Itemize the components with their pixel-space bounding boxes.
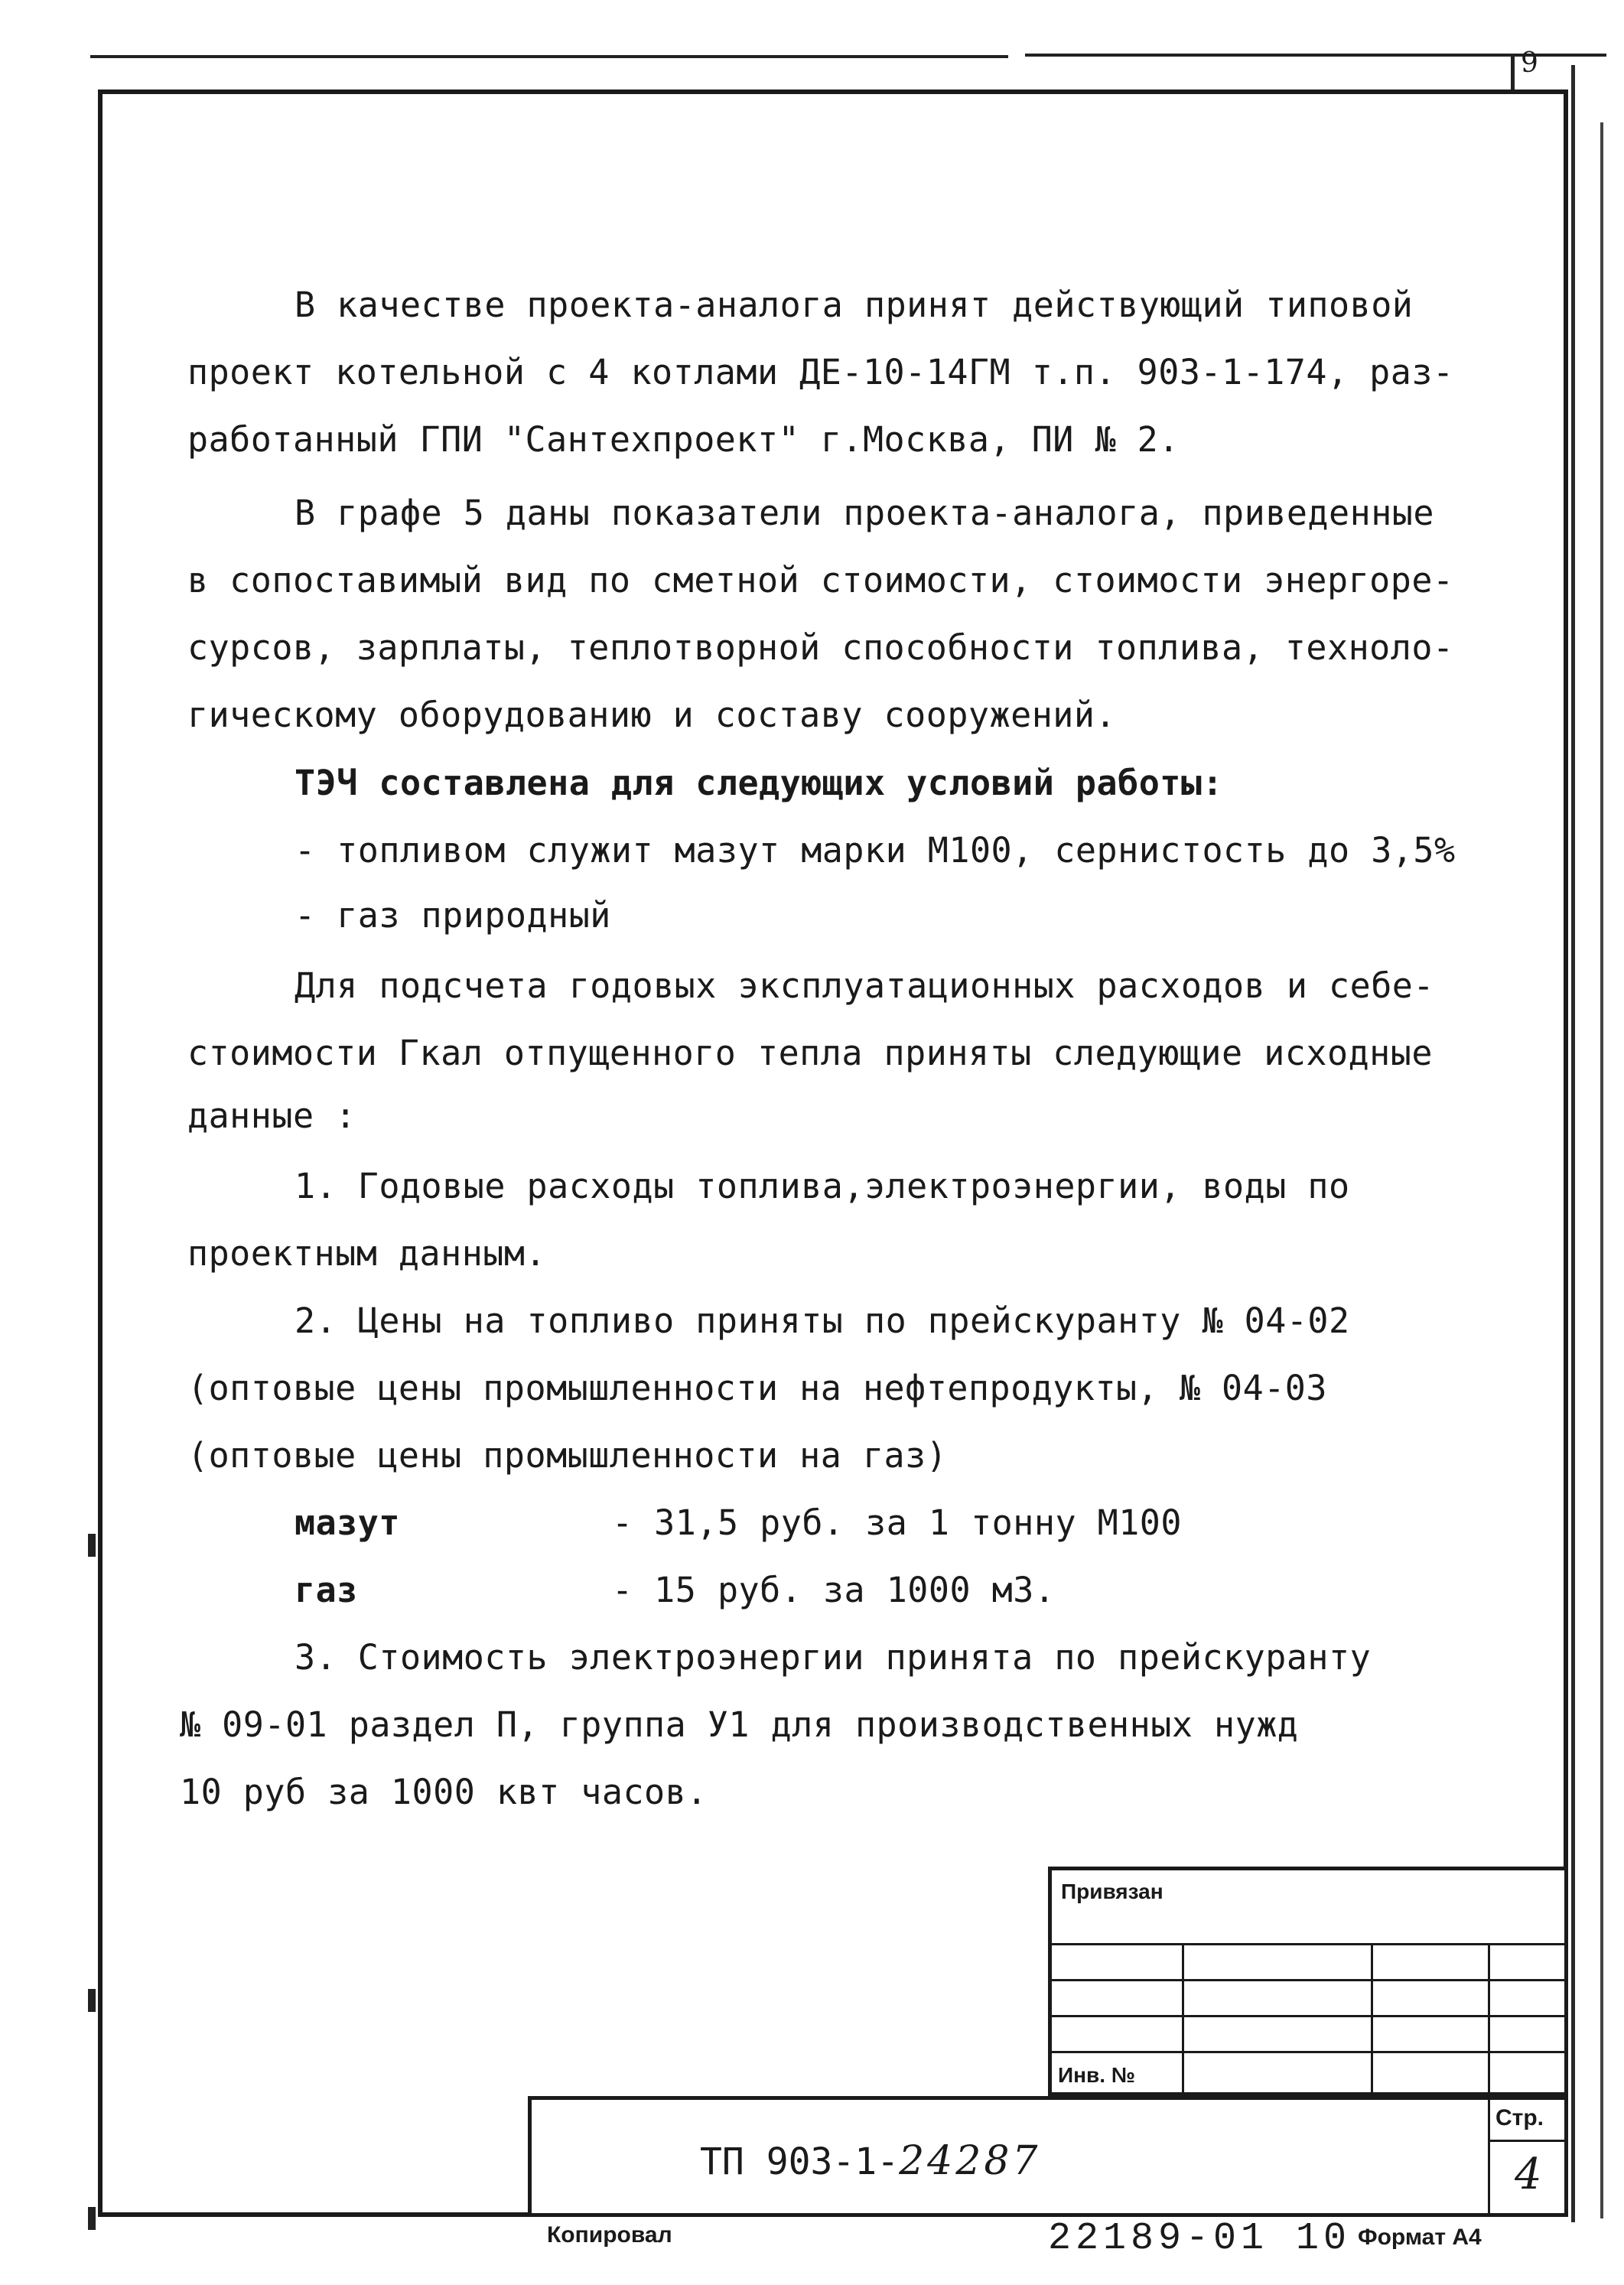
right-frame-line xyxy=(1571,65,1575,2222)
copied-by-label: Копировал xyxy=(547,2222,672,2248)
document-code-printed: ТП 903-1- xyxy=(700,2140,900,2183)
paragraph-line: Для подсчета годовых эксплуатационных расходов и себе- xyxy=(295,965,1434,1006)
inventory-number-label: Инв. № xyxy=(1058,2063,1136,2087)
corner-page-mark: 9 xyxy=(1521,47,1538,79)
paragraph-line: 10 руб за 1000 квт часов. xyxy=(180,1772,708,1812)
document-code-handwritten: 24287 xyxy=(899,2138,1041,2184)
price-item-label: газ xyxy=(295,1570,358,1610)
stamp-grid-col xyxy=(1182,1943,1373,2096)
paragraph-line: В графе 5 даны показатели проекта-аналога, приведенные xyxy=(295,493,1434,533)
paragraph-line: ТЭЧ составлена для следующих условий работы: xyxy=(295,763,1224,803)
paragraph-line: 3. Стоимость электроэнергии принята по прейскуранту xyxy=(295,1637,1372,1678)
paragraph-line: - газ природный xyxy=(295,895,611,936)
order-number: 22189-01 10 xyxy=(1048,2217,1352,2261)
paragraph-line: стоимости Гкал отпущенного тепла приняты следующие исходные xyxy=(187,1033,1433,1073)
paragraph-line: 1. Годовые расходы топлива,электроэнергии, воды по xyxy=(295,1166,1350,1206)
paragraph-line: (оптовые цены промышленности на газ) xyxy=(187,1435,948,1476)
bound-label: Привязан xyxy=(1061,1880,1163,1903)
paragraph-line: - топливом служит мазут марки М100, сернистость до 3,5% xyxy=(295,830,1456,871)
right-outer-line xyxy=(1600,122,1603,2218)
margin-tick xyxy=(88,2207,96,2230)
stamp-grid-col xyxy=(1488,1943,1568,2096)
price-item-value: - 15 руб. за 1000 м3. xyxy=(612,1570,1056,1610)
paragraph-line: сурсов, зарплаты, теплотворной способности топлива, техноло- xyxy=(187,627,1454,668)
paragraph-line: работанный ГПИ "Сантехпроект" г.Москва, ПИ № 2. xyxy=(187,419,1180,460)
paragraph-line: в сопоставимый вид по сметной стоимости, стоимости энергоре- xyxy=(187,560,1454,601)
corner-tick xyxy=(1511,55,1515,90)
top-rule-right xyxy=(1025,54,1606,57)
margin-tick xyxy=(88,1989,96,2012)
paragraph-line: проектным данным. xyxy=(187,1233,547,1274)
paragraph-line: проект котельной с 4 котлами ДЕ-10-14ГМ т.п. 903-1-174, раз- xyxy=(187,352,1454,392)
margin-tick xyxy=(88,1534,96,1557)
top-rule-left xyxy=(90,55,1008,58)
document-code xyxy=(700,2138,1041,2184)
page-number: 4 xyxy=(1515,2150,1542,2199)
paragraph-line: 2. Цены на топливо приняты по прейскуранту № 04-02 xyxy=(295,1300,1350,1341)
paragraph-line: (оптовые цены промышленности на нефтепродукты, № 04-03 xyxy=(187,1368,1327,1408)
paragraph-line: данные : xyxy=(187,1095,356,1136)
title-block-main xyxy=(528,2096,1568,2217)
paragraph-line: гическому оборудованию и составу сооружений. xyxy=(187,695,1117,735)
page-label: Стр. xyxy=(1495,2105,1544,2130)
paragraph-line: № 09-01 раздел П, группа У1 для производственных нужд xyxy=(180,1704,1299,1745)
price-item-label: мазут xyxy=(295,1502,400,1543)
paper-format-label: Формат А4 xyxy=(1358,2225,1482,2250)
paragraph-line: В качестве проекта-аналога принят действующий типовой xyxy=(295,285,1414,325)
price-item-value: - 31,5 руб. за 1 тонну М100 xyxy=(612,1502,1182,1543)
